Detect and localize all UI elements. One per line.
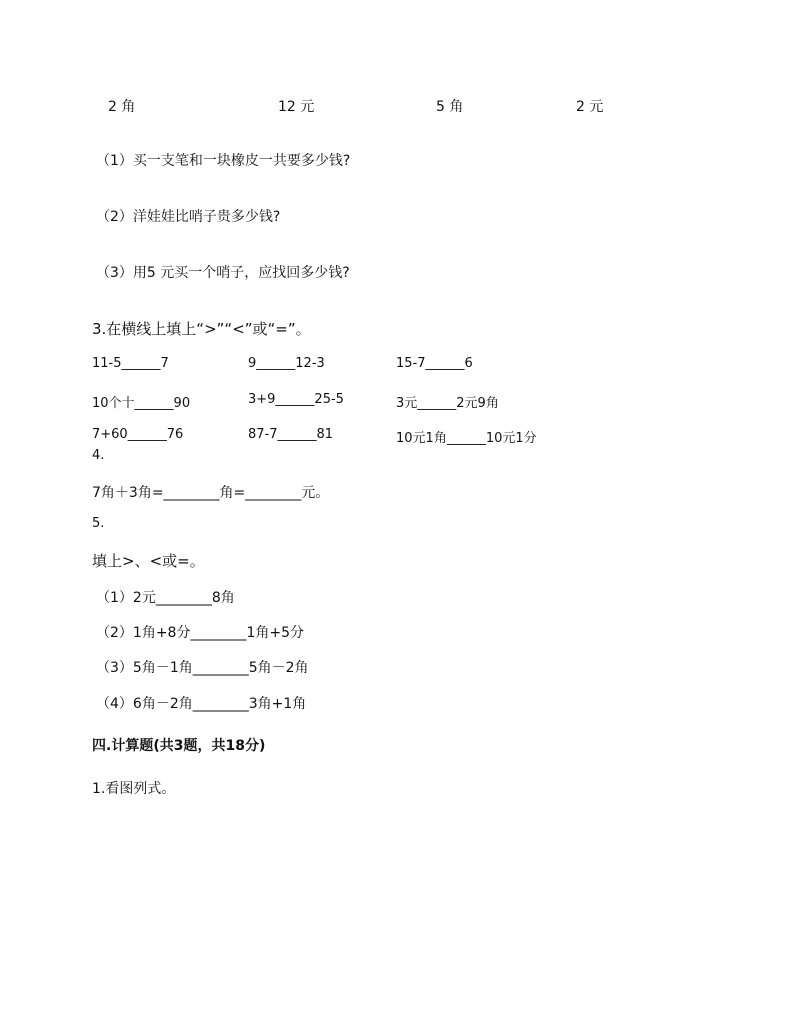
question-text: 1.看图列式。	[92, 781, 176, 797]
price-label: 5 角	[436, 99, 464, 115]
question-item: （1）买一支笔和一块橡皮一共要多少钱?	[96, 153, 351, 169]
question-title: 填上>、<或=。	[92, 552, 205, 570]
price-label: 12 元	[278, 99, 315, 115]
question-number: 5.	[92, 516, 105, 531]
compare-item: 10元1角______10元1分	[396, 431, 537, 446]
question-item: （1）2元________8角	[96, 590, 235, 606]
compare-item: 3元______2元9角	[396, 396, 499, 411]
compare-item: 15-7______6	[396, 356, 473, 371]
compare-item: 9______12-3	[248, 356, 325, 371]
compare-item: 87-7______81	[248, 427, 334, 442]
section-heading: 四.计算题(共3题，共18分)	[92, 738, 266, 754]
compare-item: 3+9______25-5	[248, 392, 344, 407]
question-item: （2）1角+8分________1角+5分	[96, 625, 304, 641]
question-title: 3.在横线上填上“>”“<”或“=”。	[92, 320, 311, 338]
compare-item: 10个十______90	[92, 396, 191, 411]
compare-item: 7+60______76	[92, 427, 184, 442]
price-label: 2 角	[108, 99, 136, 115]
question-item: （4）6角－2角________3角+1角	[96, 696, 307, 712]
compare-item: 11-5______7	[92, 356, 169, 371]
price-label: 2 元	[576, 99, 604, 115]
question-item: （3）5角－1角________5角－2角	[96, 660, 309, 676]
question-number: 4.	[92, 448, 105, 463]
question-text: 7角＋3角=________角=________元。	[92, 485, 330, 501]
question-item: （2）洋娃娃比哨子贵多少钱?	[96, 209, 281, 225]
question-item: （3）用5 元买一个哨子，应找回多少钱?	[96, 265, 350, 281]
